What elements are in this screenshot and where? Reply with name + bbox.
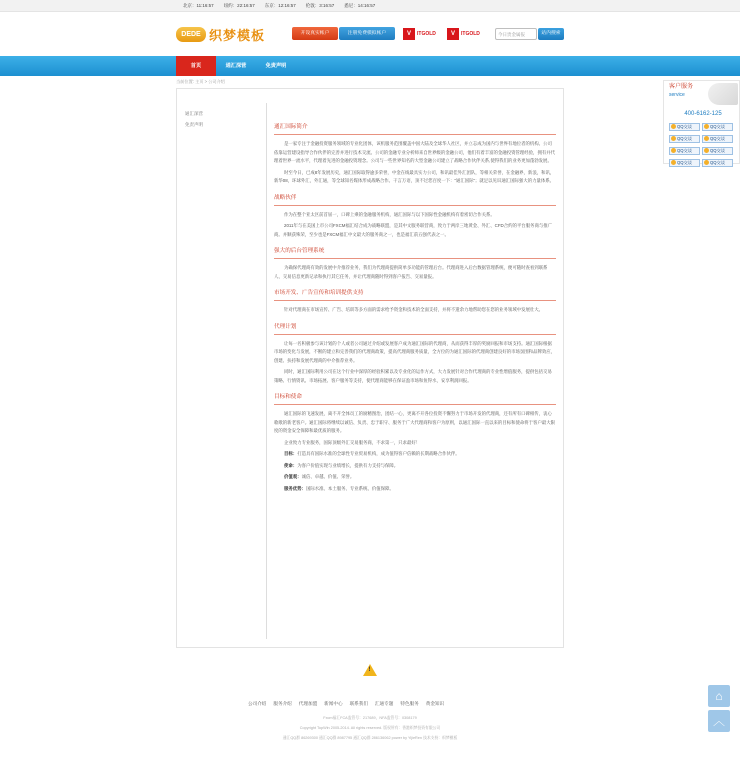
mission-text: 为客户价值实现与业绩增长，提供有力支持与保障。 — [297, 462, 399, 468]
footer-link[interactable]: 服务介绍 — [273, 701, 292, 706]
footer-link[interactable]: 汇通专题 — [374, 701, 394, 706]
heading-rule — [274, 334, 556, 335]
site-logo[interactable] — [176, 25, 265, 44]
qq-icon — [704, 160, 709, 165]
heading-rule — [274, 134, 556, 135]
footer-link[interactable]: 黄金知识 — [425, 701, 445, 706]
footer-link[interactable]: 联系我们 — [349, 701, 368, 706]
brand-label: ITGOLD — [461, 30, 480, 37]
paragraph: 时至今日，已成8年发展历史，通汇国际取得逾多荣誉，中金在线最具实力公司，和讯最佳外汇团队，等相关荣誉，在金融界，新浪，和讯，新华08，环球外汇，外汇通，等全球知名媒体形成战略合作。干言万语，顶不过您百度一下：“通汇国际”；就足以见识通汇国际强大的力量体系。 — [274, 169, 555, 183]
service-agent-image — [708, 83, 738, 105]
content-box — [176, 88, 564, 648]
logo-badge: DEDE — [176, 27, 206, 42]
main-nav — [0, 56, 740, 76]
label-mission: 使命： — [284, 462, 298, 468]
values-text: 诚信、卓越、价值、荣誉。 — [301, 474, 355, 479]
paragraph: 2011年与在美国上市公司FXCM福汇结合成为战略联盟，是其中文服务联营商，致力于两岸三地黄金、外汇、CFD合约的平台服务商与推广商。并顺获殊荣，至少也是FXCM福汇中文最大的服务商之一，也是福汇前五强代表之一。 — [274, 223, 553, 237]
top-clock-bar — [0, 0, 740, 12]
paragraph — [274, 485, 556, 494]
clock-london: 伦敦：3:16:57 — [305, 3, 335, 8]
brand-logo-icon: V — [447, 28, 459, 40]
partner-brand-1[interactable] — [403, 27, 436, 41]
qq-icon — [704, 136, 709, 141]
qq-chat-button[interactable]: QQ交谈 — [702, 135, 733, 143]
heading-rule — [274, 205, 556, 206]
label-goal: 目标： — [284, 451, 298, 456]
heading-rule — [274, 258, 556, 259]
qq-icon — [671, 160, 676, 165]
footer-link[interactable]: 特色服务 — [400, 701, 419, 706]
search-button[interactable]: 站内搜索 — [538, 28, 564, 40]
paragraph — [274, 462, 556, 471]
clock-beijing: 北京：11:16:57 — [183, 3, 214, 8]
paragraph: 企业致力专业服务，国际顶级外汇交易服务商，不求第一，只求最好！ — [284, 439, 421, 445]
sidebar — [185, 111, 265, 133]
footer-link[interactable]: 公司介绍 — [248, 701, 267, 706]
service-phone: 400-6162-125 — [684, 111, 722, 117]
world-clocks — [183, 3, 375, 9]
footer-copyright: Copyright TopWin 2005-2014. All rights reserved. 版权所有：香港织梦投资有限公司 — [299, 726, 441, 730]
footer-links — [248, 701, 444, 707]
footer-link[interactable]: 代理加盟 — [298, 701, 318, 706]
section-heading: 目标和使命 — [274, 394, 302, 400]
heading-rule — [274, 300, 556, 301]
advantages-text: 国际水准、本土服务、专业系统、价值保障。 — [305, 485, 394, 491]
footer-groups: 通汇QQ群 86269300 通汇QQ群 8987795 通汇QQ群 286136062 power by YijieRen 技术支持：织梦模板 — [282, 736, 458, 740]
service-subtitle: service — [669, 92, 685, 98]
section-heading: 市场开发、广告宣传和培训提供支持 — [274, 290, 364, 296]
footer-link[interactable]: 新闻中心 — [324, 701, 343, 706]
qq-icon — [704, 148, 709, 153]
paragraph — [274, 450, 556, 459]
qq-chat-grid — [669, 123, 733, 167]
sidebar-item-tonghui[interactable]: 通汇深营 — [185, 111, 203, 116]
service-title: 客户服务 — [669, 84, 694, 90]
sidebar-divider — [266, 103, 267, 639]
paragraph: 针对代理商在市场宣传、广告、培训等多方面的需求给予资金和技术的全面支持，并将不遗余力地帮助您在您的业务领域中发展壮大。 — [284, 307, 544, 312]
brand-logo-icon: V — [403, 28, 415, 40]
qq-chat-button[interactable]: QQ交谈 — [669, 159, 700, 167]
paragraph: 为确保代理商有效的发展中介推荐业务，我们为代理商提供简单多功能的管理后台。代理商进入后台数据管理系统，便可随时查看到联系人、交易信息更新记录和执行其它任务，并让代理商随时得到客户报告、交易量报。 — [274, 265, 548, 279]
clock-tokyo: 东京：12:16:57 — [264, 3, 296, 8]
open-real-account-button[interactable]: 开设真实帐户 — [292, 27, 338, 40]
clock-newyork: 纽约：22:16:57 — [223, 3, 255, 8]
paragraph: 作为在整个亚太区前首屈一，口碑上乘的金融服务机构，通汇国际与以下国际性金融机构有着密切合作关系。 — [284, 211, 495, 217]
article-body — [274, 122, 556, 496]
customer-service-panel — [663, 80, 740, 164]
logo-text: 织梦模板 — [209, 28, 266, 43]
qq-chat-button[interactable]: QQ交谈 — [669, 135, 700, 143]
goal-text: 打造具有国际水准的全球性专业贸易机构，成为值得客户信赖的长期战略合作伙伴。 — [297, 451, 460, 456]
section-heading: 强大的后台管理系统 — [274, 248, 325, 254]
nav-item-disclaimer[interactable]: 免责声明 — [265, 63, 287, 69]
label-advantages: 服务优势： — [284, 485, 306, 491]
section-heading: 代理计划 — [274, 323, 297, 330]
qq-chat-button[interactable]: QQ交谈 — [702, 159, 733, 167]
search-input[interactable]: 今日贵金属报 — [495, 28, 537, 40]
sidebar-item-disclaimer[interactable]: 免责声明 — [185, 122, 203, 127]
partner-brand-2[interactable] — [447, 27, 480, 41]
section-heading: 通汇国际简介 — [274, 124, 308, 130]
paragraph: 通汇国际的飞速发展，离不开全体员工的励精图治，团结一心，更离不开各位投资不懈努力于市场开发的代理商，还有所有口碑相传，衷心歌歌的新老客户。通汇国际将继续以诚信、负责、忠于职守、服务于广大代理商和客户为原则，以通汇国际一直以来的目标和使命将于客户最大限度的资金安全保障和最优质的服务。 — [274, 411, 556, 433]
qq-icon — [671, 148, 676, 153]
qq-chat-button[interactable]: QQ交谈 — [702, 123, 733, 131]
warning-icon: ! — [363, 664, 377, 676]
label-values: 价值观： — [284, 474, 302, 479]
qq-chat-button[interactable]: QQ交谈 — [702, 147, 733, 155]
chevron-up-icon: ︿ — [712, 714, 725, 728]
breadcrumb: 当前位置: 主页 > 公司介绍 — [176, 79, 225, 84]
paragraph: 是一家专注于金融投资服务领域的专业化团体，该机服务范围覆盖中国大陆及全球华人社区，并立志成为国内与世界有地位者的机构。公司依靠运营建设指导合作伙伴的完善并进行技术交流。公司的金融专业分析师来自世界级的金融公司，他们有着丰富的金融投资管理经验，拥有并代理着世界一流水平，代理着先进的金融投资理念。公司与一些世界知名的大型金融公司建立了战略合作伙伴关系,使得我们的业务更加蓬勃发展。 — [274, 141, 556, 163]
heading-rule — [274, 404, 556, 405]
nav-item-home[interactable]: 首页 — [176, 56, 216, 76]
qq-icon — [671, 136, 676, 141]
home-icon: ⌂ — [715, 689, 723, 703]
home-float-button[interactable] — [708, 685, 730, 707]
paragraph: 同时，通汇国际利用公司在这个行业中深厚的经验积累以及专业化的运作方式，大力发展针对合作代理商的专业性增值服务，提供包括交易策略、行情资讯、市场拓展、客户服务等支持，使代理商能够在保证盈市场和鱼得水，安享利润回报。 — [274, 369, 552, 383]
section-heading: 战略伙伴 — [274, 194, 297, 201]
clock-sydney: 悉尼：14:16:57 — [344, 3, 376, 8]
back-to-top-button[interactable] — [708, 710, 730, 732]
open-demo-account-button[interactable]: 注册免费模拟帐户 — [339, 27, 395, 40]
nav-item-tonghui[interactable]: 通汇深营 — [225, 63, 247, 69]
paragraph: 让每一名积极参与该计划的个人或者公司通过介绍或发展客户成为通汇国际的代理商，从而获得丰厚的奖励回报和市场支持。通汇国际根据市场的变化与发展，不断的建立和完善我们的代理商政策，提高代理商服务质量，全方位的为通汇国际的代理商创建良好的市场氛围和品牌效应，创建、扶持和发展代理商的中介推荐业务。 — [274, 340, 556, 363]
qq-chat-button[interactable]: QQ交谈 — [669, 147, 700, 155]
brand-label: ITGOLD — [417, 30, 436, 37]
qq-chat-button[interactable]: QQ交谈 — [669, 123, 700, 131]
qq-icon — [671, 124, 676, 129]
paragraph — [274, 473, 556, 482]
footer-regulation: Fxcm福汇FCA监管号：217689，NFA监管号：0308179 — [323, 716, 417, 720]
qq-icon — [704, 124, 709, 129]
